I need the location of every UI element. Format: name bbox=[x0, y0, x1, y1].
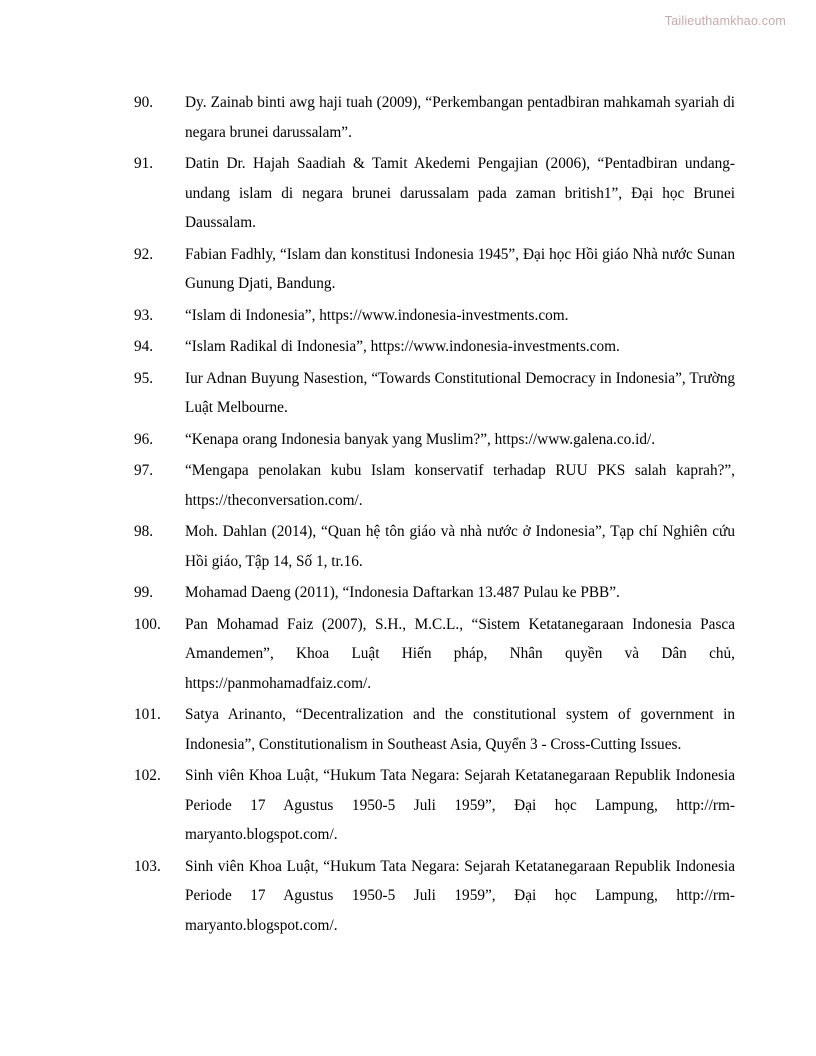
reference-item bbox=[133, 700, 735, 759]
reference-list bbox=[133, 88, 735, 942]
reference-number: 95. bbox=[134, 369, 154, 387]
reference-number: 99. bbox=[134, 584, 154, 601]
reference-item bbox=[133, 761, 735, 850]
reference-number: 101. bbox=[134, 706, 161, 723]
reference-item bbox=[133, 456, 735, 515]
reference-item bbox=[133, 578, 735, 608]
reference-number: 91. bbox=[134, 155, 154, 172]
reference-text: “Islam di Indonesia”, https://www.indonesia-investments.com. bbox=[185, 306, 569, 324]
reference-number: 97. bbox=[134, 462, 154, 479]
reference-number: 90. bbox=[134, 94, 154, 111]
reference-item bbox=[133, 610, 735, 699]
reference-number: 92. bbox=[134, 245, 154, 263]
reference-text: Pan Mohamad Faiz (2007), S.H., M.C.L., “Sistem Ketatanegaraan Indonesia Pasca Amandemen”, Khoa Luật Hiến pháp, Nhân quyền và Dân chủ, https://panmohamadfaiz.com/. bbox=[185, 615, 735, 692]
reference-text: “Kenapa orang Indonesia banyak yang Muslim?”, https://www.galena.co.id/. bbox=[185, 430, 656, 448]
reference-item bbox=[133, 240, 735, 299]
reference-text: Sinh viên Khoa Luật, “Hukum Tata Negara: Sejarah Ketatanegaraan Republik Indonesia Periode 17 Agustus 1950-5 Juli 1959”, Đại học Lampung, http://rm-maryanto.blogspot.com/. bbox=[185, 857, 735, 934]
reference-number: 102. bbox=[134, 767, 161, 784]
reference-text: Iur Adnan Buyung Nasestion, “Towards Constitutional Democracy in Indonesia”, Trường Luật Melbourne. bbox=[185, 369, 735, 416]
reference-item bbox=[133, 852, 735, 941]
reference-item bbox=[133, 364, 735, 423]
watermark-text: Tailieuthamkhao.com bbox=[664, 14, 786, 28]
reference-number: 93. bbox=[134, 306, 154, 324]
reference-number: 100. bbox=[134, 615, 161, 633]
reference-item bbox=[133, 301, 735, 331]
reference-text: Sinh viên Khoa Luật, “Hukum Tata Negara: Sejarah Ketatanegaraan Republik Indonesia Periode 17 Agustus 1950-5 Juli 1959”, Đại học Lampung, http://rm-maryanto.blogspot.com/. bbox=[185, 767, 735, 843]
reference-item bbox=[133, 149, 735, 238]
reference-number: 103. bbox=[134, 857, 161, 875]
reference-text: Datin Dr. Hajah Saadiah & Tamit Akedemi Pengajian (2006), “Pentadbiran undang-undang islam di negara brunei darussalam pada zaman british1”, Đại học Brunei Daussalam. bbox=[185, 155, 735, 231]
reference-number: 96. bbox=[134, 430, 154, 448]
reference-text: Satya Arinanto, “Decentralization and the constitutional system of government in Indonesia”, Constitutionalism in Southeast Asia, Quyển 3 - Cross-Cutting Issues. bbox=[185, 706, 735, 753]
reference-item bbox=[133, 332, 735, 362]
reference-text: “Mengapa penolakan kubu Islam konservatif terhadap RUU PKS salah kaprah?”, https://theconversation.com/. bbox=[185, 462, 735, 509]
reference-text: Moh. Dahlan (2014), “Quan hệ tôn giáo và nhà nước ở Indonesia”, Tạp chí Nghiên cứu Hồi giáo, Tập 14, Số 1, tr.16. bbox=[185, 523, 735, 570]
reference-item bbox=[133, 517, 735, 576]
reference-item bbox=[133, 425, 735, 455]
reference-text: “Islam Radikal di Indonesia”, https://www.indonesia-investments.com. bbox=[185, 338, 620, 355]
reference-number: 98. bbox=[134, 523, 154, 540]
reference-item bbox=[133, 88, 735, 147]
reference-number: 94. bbox=[134, 338, 154, 355]
reference-text: Fabian Fadhly, “Islam dan konstitusi Indonesia 1945”, Đại học Hồi giáo Nhà nước Sunan Gunung Djati, Bandung. bbox=[185, 245, 735, 292]
reference-text: Dy. Zainab binti awg haji tuah (2009), “Perkembangan pentadbiran mahkamah syariah di negara brunei darussalam”. bbox=[185, 94, 735, 141]
reference-text: Mohamad Daeng (2011), “Indonesia Daftarkan 13.487 Pulau ke PBB”. bbox=[185, 584, 620, 601]
